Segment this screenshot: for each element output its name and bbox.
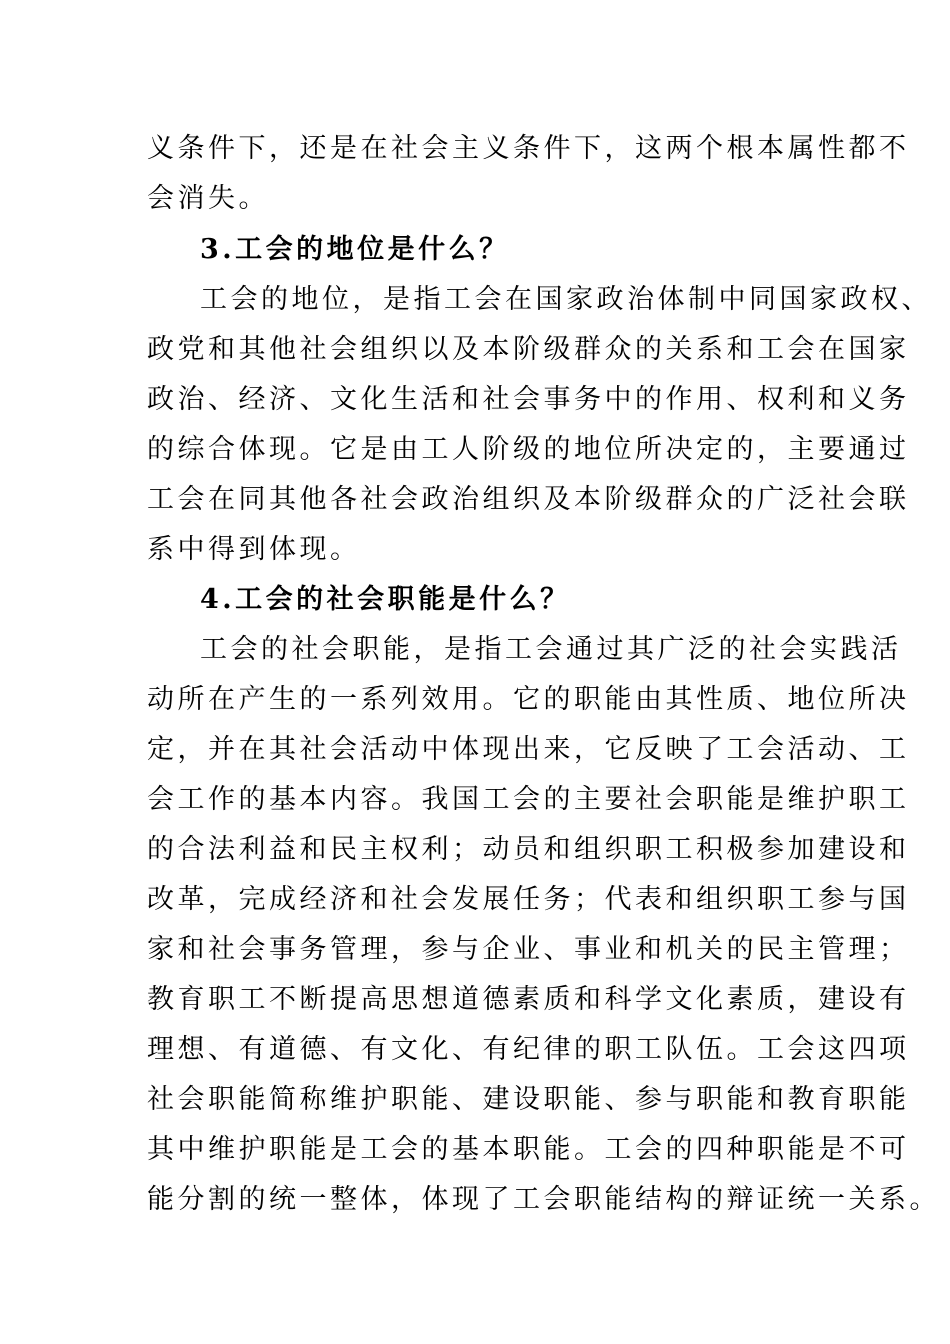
paragraph-line: 能分割的统一整体，体现了工会职能结构的辩证统一关系。 (147, 1184, 940, 1215)
paragraph-line: 教育职工不断提高思想道德素质和科学文化素质，建设有 (147, 984, 910, 1015)
paragraph-line: 政党和其他社会组织以及本阶级群众的关系和工会在国家 (147, 334, 910, 365)
paragraph-line: 家和社会事务管理，参与企业、事业和机关的民主管理； (147, 934, 910, 965)
paragraph-line: 会消失。 (147, 183, 269, 214)
paragraph-line: 社会职能简称维护职能、建设职能、参与职能和教育职能 (147, 1084, 910, 1115)
paragraph-line: 定，并在其社会活动中体现出来，它反映了工会活动、工 (147, 734, 910, 765)
paragraph-line: 工会的地位，是指工会在国家政治体制中同国家政权、 (200, 284, 932, 315)
paragraph-line: 的综合体现。它是由工人阶级的地位所决定的，主要通过 (147, 434, 910, 465)
paragraph-line: 会工作的基本内容。我国工会的主要社会职能是维护职工 (147, 784, 910, 815)
question-3-heading: 3.工会的地位是什么？ (200, 234, 510, 265)
question-4-heading: 4.工会的社会职能是什么？ (200, 584, 571, 615)
paragraph-line: 动所在产生的一系列效用。它的职能由其性质、地位所决 (147, 684, 910, 715)
paragraph-line: 工会在同其他各社会政治组织及本阶级群众的广泛社会联 (147, 484, 910, 515)
paragraph-line: 理想、有道德、有文化、有纪律的职工队伍。工会这四项 (147, 1034, 910, 1065)
paragraph-line: 系中得到体现。 (147, 534, 361, 565)
paragraph-line: 其中维护职能是工会的基本职能。工会的四种职能是不可 (147, 1134, 910, 1165)
paragraph-line: 义条件下，还是在社会主义条件下，这两个根本属性都不 (147, 133, 910, 164)
paragraph-line: 的合法利益和民主权利；动员和组织职工积极参加建设和 (147, 834, 910, 865)
paragraph-line: 工会的社会职能，是指工会通过其广泛的社会实践活 (200, 634, 902, 665)
paragraph-line: 政治、经济、文化生活和社会事务中的作用、权利和义务 (147, 384, 910, 415)
paragraph-line: 改革，完成经济和社会发展任务；代表和组织职工参与国 (147, 884, 910, 915)
